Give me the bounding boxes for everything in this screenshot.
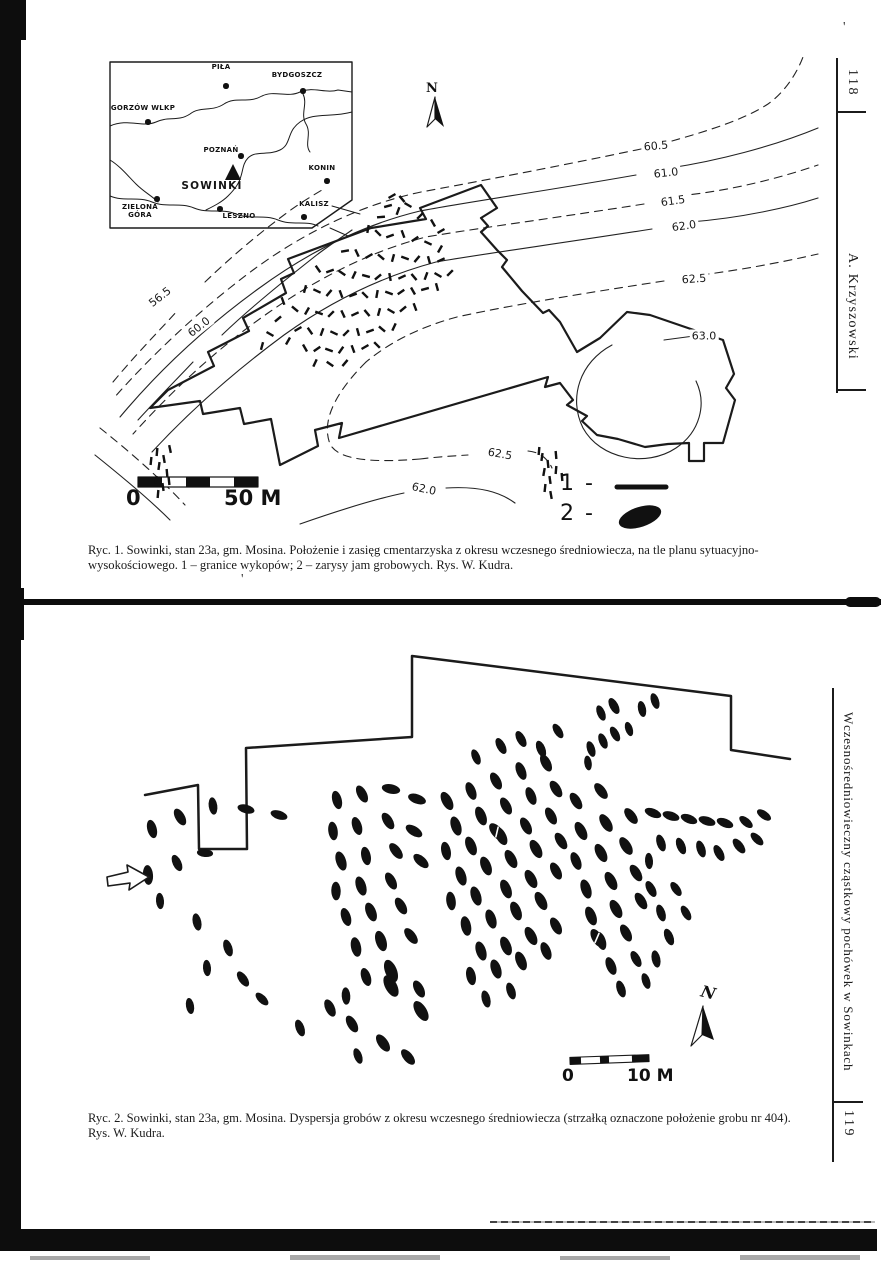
grave-dash (302, 344, 308, 352)
fig1-caption-line1: Ryc. 1. Sowinki, stan 23a, gm. Mosina. Położenie i zasięg cmentarzyska z okresu wczesnego średniowiecza, na tle planu sytuacyjno- (88, 543, 759, 557)
city-dot (154, 196, 160, 202)
grave-dash (326, 361, 334, 368)
grave-dash (410, 287, 416, 295)
grave-oval (498, 878, 515, 900)
fig1-legend-item-1: 1 - (560, 471, 595, 496)
grave-oval (343, 1014, 360, 1035)
grave-dash (351, 345, 356, 353)
grave-oval (547, 861, 564, 882)
grave-dash (437, 245, 443, 253)
fig1-north-label: N (426, 81, 438, 96)
margin-tick-rule (837, 389, 866, 391)
grave-oval (748, 830, 765, 847)
grave-oval (547, 916, 564, 937)
city-dot (238, 153, 244, 159)
grave-oval (568, 851, 584, 872)
fig1-scale-zero: 0 (126, 486, 141, 510)
grave-oval (644, 853, 653, 870)
grave-dash (156, 490, 159, 498)
grave-oval (234, 969, 251, 988)
inset-site-label: SOWINKI (181, 180, 243, 192)
grave-oval (538, 941, 554, 962)
grave-oval (478, 855, 495, 877)
contour-label: 63.0 (691, 329, 717, 343)
grave-dash (266, 331, 274, 337)
grave-oval (617, 923, 634, 944)
grave-oval (596, 732, 609, 750)
contour-label: 62.0 (670, 217, 698, 235)
grave-oval (359, 846, 372, 866)
grave-oval (469, 748, 482, 766)
grave-dash (168, 445, 172, 453)
grave-oval (643, 806, 662, 820)
grave-oval (381, 782, 401, 795)
grave-oval (617, 835, 636, 857)
scan-smudge (30, 1256, 150, 1260)
grave-dash (401, 256, 409, 261)
grave-oval (674, 836, 688, 855)
fig2-north-label: N (698, 981, 718, 1004)
section-divider-rule (0, 599, 881, 605)
grave-oval (654, 833, 668, 852)
grave-oval (628, 949, 644, 968)
city-label: KONIN (308, 164, 336, 172)
contour-lines (95, 57, 818, 524)
grave-oval (583, 905, 600, 927)
grave-oval (632, 891, 650, 912)
grave-oval (606, 696, 622, 715)
grave-oval (585, 740, 598, 758)
fig1-caption-line2: wysokościowego. 1 – granice wykopów; 2 – zarysy jam grobowych. Rys. W. Kudra. (88, 558, 514, 572)
contour-label: 61.0 (653, 165, 679, 181)
grave-dash (546, 460, 549, 468)
grave-oval (603, 956, 619, 977)
grave-dash (351, 311, 359, 317)
grave-oval (349, 936, 363, 957)
grave-oval (208, 797, 219, 815)
fig1-north-arrow-icon (427, 97, 444, 127)
grave-dash (424, 272, 429, 280)
city-label: ZIELONA (122, 203, 158, 211)
grave-oval (487, 771, 504, 792)
grave-oval (711, 843, 727, 862)
grave-dash (554, 451, 557, 459)
grave-oval (654, 903, 668, 922)
fig1-legend-item-2: 2 - (560, 501, 595, 526)
contour-label: 60.5 (643, 138, 669, 154)
grave-dash (434, 272, 442, 278)
grave-oval (679, 812, 698, 826)
grave-dash (341, 249, 349, 253)
grave-oval (522, 868, 540, 890)
grave-oval (502, 848, 520, 870)
contour-label: 62.5 (486, 445, 514, 463)
grave-oval (730, 836, 747, 855)
city-label: LESZNO (222, 212, 256, 220)
grave-oval (480, 990, 493, 1009)
grave-oval (331, 882, 341, 901)
grave-dash (320, 328, 325, 336)
grave-oval (379, 811, 397, 832)
grave-dash (362, 274, 370, 278)
grave-dash (377, 308, 381, 316)
city-label: KALISZ (299, 200, 329, 208)
grave-dash (385, 291, 393, 296)
grave-dash (414, 255, 421, 263)
grave-oval (353, 784, 370, 805)
city-label: GORZÓW WLKP (110, 104, 176, 112)
grave-oval (488, 958, 504, 980)
fig2-scale-end: 10 M (627, 1066, 674, 1086)
grave-oval (221, 938, 235, 957)
grave-dash (548, 476, 551, 484)
scan-smudge (740, 1255, 860, 1260)
grave-oval (513, 761, 529, 782)
grave-dash (291, 306, 299, 313)
grave-oval (202, 960, 211, 977)
grave-dash (437, 228, 445, 234)
scan-speck: ' (241, 572, 244, 587)
city-dot (301, 214, 307, 220)
scan-speck: ' (843, 20, 846, 35)
grave-dash (260, 342, 264, 350)
grave-oval (608, 725, 623, 743)
grave-oval (522, 925, 540, 947)
grave-oval (363, 901, 380, 923)
contour-label: 56.5 (146, 284, 174, 310)
grave-oval (392, 896, 409, 917)
fig2-caption-line2: Rys. W. Kudra. (88, 1126, 165, 1140)
grave-oval (339, 907, 354, 928)
grave-oval (694, 839, 708, 858)
grave-oval (661, 809, 680, 823)
grave-dash (542, 468, 546, 476)
grave-oval (650, 950, 662, 969)
grave-oval (649, 692, 662, 710)
grave-dash (386, 234, 394, 239)
grave-dash (397, 289, 405, 296)
grave-dash (361, 291, 368, 298)
grave-dash (388, 193, 396, 199)
scan-left-edge-bar-top (0, 0, 26, 40)
grave-oval (341, 987, 351, 1005)
grave-oval (737, 814, 755, 831)
grave-dash (162, 455, 166, 463)
grave-dash (313, 288, 321, 294)
grave-oval (552, 831, 570, 852)
grave-dash (366, 329, 374, 334)
grave-oval (445, 891, 457, 911)
fig2-caption-line1: Ryc. 2. Sowinki, stan 23a, gm. Mosina. Dyspersja grobów z okresu wczesnego średniowiecza (strzałką oznaczone położenie grobu nr 404). (88, 1111, 791, 1125)
city-label: PIŁA (211, 63, 231, 71)
grave-dash (399, 306, 407, 313)
grave-dash (554, 466, 557, 474)
grave-oval (463, 835, 480, 857)
grave-oval (438, 790, 456, 812)
scan-bottom-thin-line (490, 1221, 875, 1223)
grave-dash (354, 249, 360, 257)
grave-dash (304, 307, 310, 315)
grave-oval (269, 808, 288, 822)
grave-dash (361, 344, 369, 350)
grave-dash (327, 310, 334, 317)
grave-oval (353, 875, 369, 897)
grave-dash (351, 271, 357, 279)
grave-404-pointer-arrow (107, 865, 149, 890)
grave-dash (365, 253, 373, 259)
grave-dash (374, 274, 382, 281)
grave-oval (468, 885, 484, 907)
grave-dash (435, 283, 439, 291)
grave-oval (373, 929, 390, 952)
contour-label: 60.0 (185, 314, 213, 340)
grave-dash (396, 207, 401, 215)
fig2-grave-marks (142, 692, 773, 1067)
grave-oval (333, 850, 349, 872)
grave-oval (578, 878, 594, 900)
margin-vertical-rule-bottom (832, 688, 834, 1162)
city-dot (217, 206, 223, 212)
grave-dash (411, 273, 418, 281)
grave-dash (374, 229, 381, 236)
grave-oval (351, 1047, 364, 1065)
page-number-118: 118 (845, 69, 860, 97)
grave-oval (411, 851, 431, 870)
grave-oval (542, 806, 559, 827)
grave-dash (330, 330, 338, 336)
city-dot (300, 88, 306, 94)
grave-oval (171, 807, 188, 828)
grave-oval (322, 998, 338, 1019)
grave-dash (274, 316, 282, 323)
grave-dash (413, 303, 418, 311)
grave-oval (523, 786, 539, 807)
grave-oval (453, 865, 469, 887)
grave-oval (407, 791, 428, 806)
running-title-vertical: Wczesnośredniowieczny cząstkowy pochówek w Sowinkach (841, 712, 856, 1072)
grave-oval (592, 842, 610, 864)
city-dot (145, 119, 151, 125)
city-label: POZNAŃ (203, 146, 239, 154)
grave-oval (572, 820, 590, 842)
grave-oval (513, 729, 529, 748)
grave-oval (662, 927, 676, 946)
grave-dash (378, 326, 386, 333)
city-label: BYDGOSZCZ (271, 71, 323, 79)
grave-oval (508, 900, 525, 922)
grave-oval (191, 913, 203, 932)
grave-dash (338, 346, 345, 354)
grave-oval (527, 838, 545, 860)
grave-dash (149, 457, 152, 465)
grave-dash (537, 447, 540, 455)
grave-dash (384, 204, 392, 208)
sowinki-triangle-marker (225, 164, 241, 180)
margin-tick-rule (833, 1101, 863, 1103)
grave-oval (350, 816, 365, 837)
grave-dash (303, 285, 307, 293)
grave-oval (402, 926, 421, 946)
grave-oval (410, 979, 427, 1000)
grave-dash (421, 287, 429, 291)
grave-oval (534, 739, 548, 758)
grave-dash (313, 346, 321, 353)
grave-oval (145, 819, 159, 839)
grave-dash (339, 290, 344, 298)
grave-oval (755, 807, 773, 823)
grave-oval (697, 814, 716, 828)
grave-oval (253, 990, 270, 1007)
grave-dash (543, 484, 546, 492)
grave-oval (627, 863, 645, 884)
grave-oval (327, 821, 339, 841)
grave-oval (607, 898, 625, 920)
grave-dash (424, 240, 432, 246)
grave-oval (155, 893, 164, 910)
grave-oval (643, 879, 659, 898)
grave-dash (165, 469, 168, 477)
grave-oval (404, 822, 425, 840)
grave-oval (410, 999, 431, 1024)
grave-dash (326, 269, 334, 274)
grave-dash (342, 359, 349, 367)
grave-oval (473, 940, 489, 962)
grave-oval (567, 791, 585, 812)
grave-oval (497, 796, 514, 817)
grave-dash (375, 290, 379, 298)
grave-oval (439, 841, 452, 861)
grave-dash (307, 327, 314, 335)
grave-dash (404, 202, 412, 208)
grave-oval (678, 904, 693, 922)
fig1-scale-end: 50 M (224, 486, 282, 510)
fig2-north-arrow-icon (691, 1006, 714, 1046)
grave-dash (157, 462, 160, 470)
grave-dash (446, 269, 453, 276)
grave-oval (387, 841, 406, 861)
grave-oval (185, 997, 196, 1014)
grave-dash (373, 341, 380, 348)
grave-oval (583, 755, 592, 771)
section-divider-fray (845, 597, 881, 607)
grave-oval (382, 871, 399, 892)
grave-dash (398, 274, 406, 280)
grave-oval (498, 935, 515, 957)
legend-grave-blob-symbol (616, 501, 664, 534)
grave-dash (312, 359, 318, 367)
grave-oval (537, 753, 554, 774)
grave-oval (463, 781, 479, 802)
grave-dash (325, 348, 333, 353)
grave-dash (356, 328, 360, 336)
grave-dash (340, 310, 346, 318)
grave-oval (483, 908, 499, 930)
grave-dash (391, 323, 397, 331)
grave-oval (398, 1047, 417, 1067)
grave-oval (614, 979, 628, 998)
grave-oval (668, 880, 684, 898)
grave-dash (338, 270, 346, 277)
grave-dash (549, 491, 553, 499)
scan-smudge (560, 1256, 670, 1260)
grave-dash (342, 329, 349, 336)
city-dot (324, 178, 330, 184)
grave-oval (359, 967, 374, 988)
grave-oval (459, 915, 473, 936)
page-number-119: 119 (841, 1110, 856, 1138)
grave-oval (715, 816, 734, 830)
grave-oval (169, 853, 184, 872)
scan-bottom-bar (0, 1229, 877, 1251)
grave-dash (427, 256, 431, 264)
grave-oval (464, 966, 477, 986)
margin-tick-rule (837, 111, 866, 113)
grave-oval (517, 816, 534, 837)
grave-oval (623, 721, 635, 737)
grave-oval (504, 981, 518, 1000)
grave-oval (592, 781, 611, 801)
grave-oval (594, 704, 607, 722)
grave-dash (155, 448, 158, 456)
grave-dash (377, 215, 385, 218)
grave-oval (293, 1018, 307, 1037)
grave-dash (285, 337, 291, 345)
grave-dash (315, 265, 322, 273)
grave-oval (597, 812, 616, 834)
grave-oval (373, 1032, 393, 1054)
grave-oval (547, 779, 565, 800)
city-dot (223, 83, 229, 89)
grave-oval (330, 790, 344, 810)
grave-dash (391, 254, 395, 262)
contour-label: 62.0 (410, 480, 438, 498)
grave-oval (448, 815, 464, 837)
grave-oval (532, 890, 550, 912)
grave-dash (315, 311, 323, 316)
grave-oval (473, 805, 490, 827)
grave-oval (550, 722, 565, 740)
grave-dash (364, 309, 371, 317)
grave-dash (387, 308, 395, 314)
grave-oval (602, 870, 620, 892)
fig2-scale-bar (570, 1055, 649, 1065)
grave-oval (493, 736, 509, 755)
city-label: GÓRA (128, 211, 152, 219)
grave-oval (636, 700, 647, 718)
grave-oval (513, 950, 530, 972)
grave-dash (430, 219, 436, 227)
grave-dash (377, 254, 385, 261)
scan-smudge (290, 1255, 440, 1260)
author-name-vertical: A. Krzyszowski (845, 253, 860, 361)
margin-vertical-rule-top (836, 58, 838, 393)
fig1-excavation-boundary (150, 185, 735, 465)
grave-dash (326, 289, 333, 297)
contour-label: 61.5 (659, 192, 687, 210)
scan-left-edge-bar-mid (0, 588, 24, 640)
grave-dash (437, 257, 445, 263)
fig2-scale-zero: 0 (562, 1066, 574, 1086)
grave-oval (640, 972, 653, 990)
contour-label: 62.5 (681, 271, 707, 287)
grave-dash (401, 230, 406, 238)
grave-oval (622, 806, 641, 826)
